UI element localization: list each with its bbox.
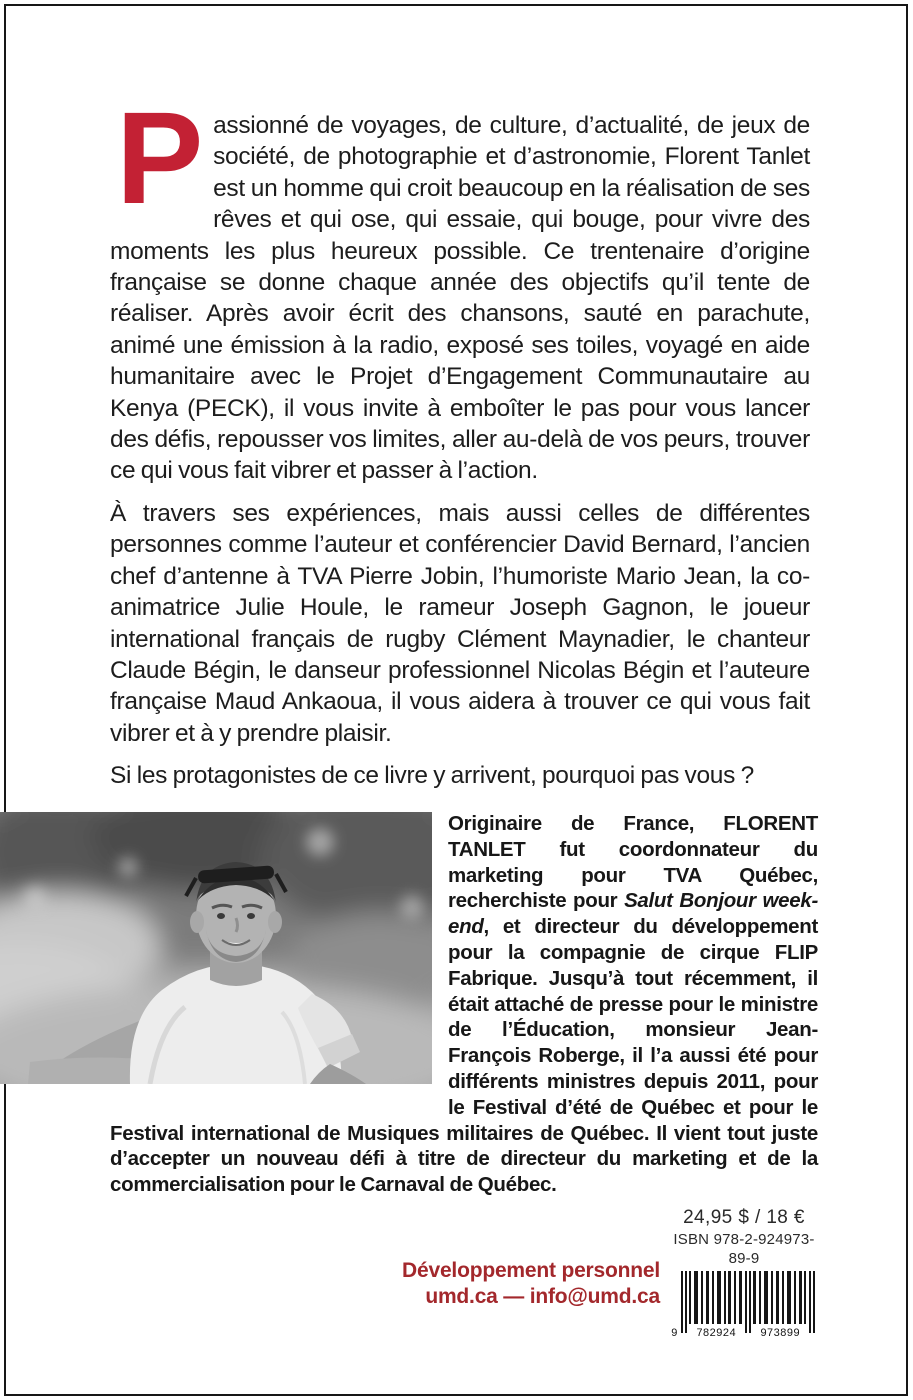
price-isbn-block (664, 1206, 824, 1348)
publisher-contact-block (360, 1258, 660, 1309)
category-label: Développement personnel (402, 1259, 660, 1282)
barcode-digit-first: 9 (671, 1328, 678, 1340)
isbn-label: ISBN 978-2-924973-89-9 (673, 1231, 815, 1267)
synopsis-block (110, 84, 810, 803)
synopsis-paragraph-3: Si les protagonistes de ce livre y arrivent, pourquoi pas vous ? (110, 762, 754, 790)
author-photo (0, 812, 432, 1084)
author-bio-text: Originaire de France, FLORENT TANLET fut coordonnateur du marketing pour TVA Québec, recherchiste pour Salut Bonjour week-end, et directeur du développement pour la compagnie de cirque FLIP Fabrique. Jusqu’à tout récemment, il était attaché de presse pour le ministre de l’Éducation, monsieur Jean-François Roberge, il l’a aussi été pour différents ministres depuis 2011, pour le Festival d’été de Québec et pour le Festival international de Musiques militaires de Québec. Il vient tout juste d’accepter un nouveau défi à titre de directeur du marketing et de la commercialisation pour le Carnaval de Québec. (110, 812, 819, 1197)
author-bio-block (110, 811, 818, 1198)
price-label: 24,95 $ / 18 € (683, 1207, 805, 1228)
publisher-contact-line: umd.ca — info@umd.ca (425, 1284, 660, 1308)
synopsis-paragraph-1 (110, 84, 810, 487)
dropcap-letter: P (116, 84, 204, 231)
synopsis-paragraph-1-text: assionné de voyages, de culture, d’actualité, de jeux de société, de photographie et d’astronomie, Florent Tanlet est un homme qui croit beaucoup en la réalisation de ses rêves et qui ose, qui essaie, qui bouge, pour vivre des moments les plus heureux possible. Ce trentenaire d’origine française se donne chaque année des objectifs qu’il tente de réaliser. Après avoir écrit des chansons, sauté en parachute, animé une émission à la radio, exposé ses toiles, voyagé en aide humanitaire avec le Projet d’Engagement Communautaire au Kenya (PECK), il vous invite à emboîter le pas pour vous lancer des défis, repousser vos limites, aller au-delà de vos peurs, trouver ce qui vous fait vibrer et passer à l’action. (110, 112, 810, 485)
synopsis-paragraph-2: À travers ses expériences, mais aussi celles de différentes personnes comme l’auteur et conférencier David Bernard, l’ancien chef d’antenne à TVA Pierre Jobin, l’humoriste Mario Jean, la co-animatrice Julie Houle, le rameur Joseph Gagnon, le joueur international français de rugby Clément Maynadier, le chanteur Claude Bégin, le danseur professionnel Nicolas Bégin et l’auteure française Maud Ankaoua, il vous aidera à trouver ce qui vous fait vibrer et à y prendre plaisir. (110, 499, 810, 747)
barcode (669, 1271, 819, 1343)
barcode-digits-group2: 973899 (760, 1328, 800, 1340)
barcode-digits-group1: 782924 (696, 1328, 736, 1340)
